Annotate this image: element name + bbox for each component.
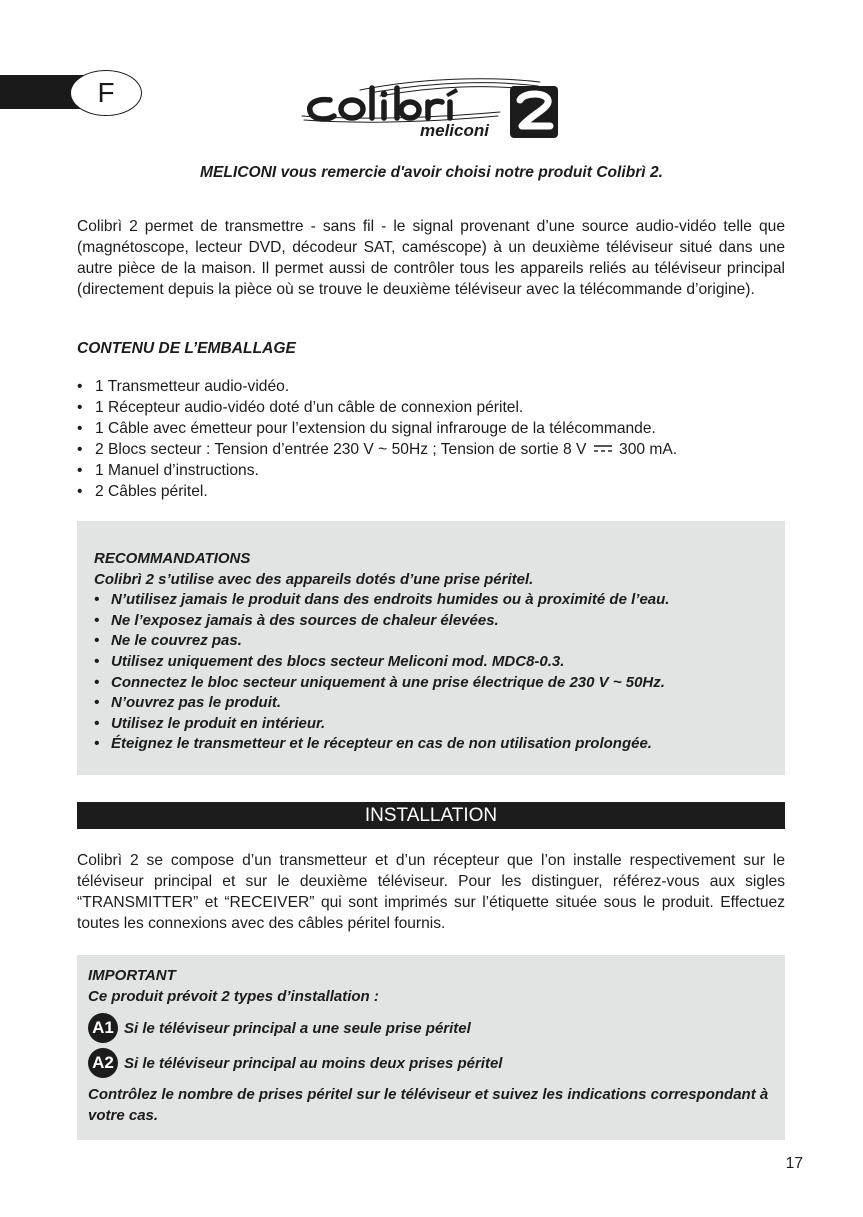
list-item: • 1 Câble avec émetteur pour l’extension du signal infrarouge de la télécommande. [77,418,785,439]
recommendations-box [77,521,785,775]
recommendations-title: RECOMMANDATIONS [94,550,251,567]
option-badge-a2: A2 [88,1048,118,1078]
dc-symbol-icon [593,443,613,453]
language-badge: F [70,70,142,116]
important-box [77,955,785,1140]
package-heading: CONTENU DE L’EMBALLAGE [77,340,296,357]
install-option-a1 [88,1013,471,1043]
list-item: • Utilisez uniquement des blocs secteur Meliconi mod. MDC8-0.3. [94,652,774,673]
list-item: • N’utilisez jamais le produit dans des endroits humides ou à proximité de l’eau. [94,590,774,611]
option-badge-a1: A1 [88,1013,118,1043]
logo-maker-text: meliconi [420,121,489,140]
list-item: • 1 Transmetteur audio-vidéo. [77,376,785,397]
power-supply-text: 2 Blocs secteur : Tension d’entrée 230 V ~ 50Hz ; Tension de sortie 8 V [95,441,587,458]
installation-paragraph: Colibrì 2 se compose d’un transmetteur et d’un récepteur que l’on installe respectivement sur le téléviseur principal et sur le deuxième téléviseur. Pour les distinguer, référez-vous aux sigles “TRANSMITTER” et “RECEIVER” qui sont imprimés sur l’étiquette située sous le produit. Effectuez toutes les connexions avec des câbles péritel fournis. [77,852,785,932]
colibri2-logo-icon [300,76,562,142]
intro-paragraph: Colibrì 2 permet de transmettre - sans fil - le signal provenant d’une source audio-vidéo telle que (magnétoscope, lecteur DVD, décodeur SAT, caméscope) à un deuxième téléviseur situé dans une autre pièce de la maison. Il permet aussi de contrôler tous les appareils reliés au téléviseur principal (directement depuis la pièce où se trouve le deuxième téléviseur avec la télécommande d’origine). [77,218,785,298]
install-option-a2 [88,1048,502,1078]
list-item: • Utilisez le produit en intérieur. [94,714,774,735]
list-item [77,439,785,460]
recommendations-list [94,590,774,755]
list-item: • 1 Manuel d’instructions. [77,460,785,481]
recommendations-subtitle: Colibrì 2 s’utilise avec des appareils dotés d’une prise péritel. [94,570,534,588]
list-item: • Ne le couvrez pas. [94,631,774,652]
important-subtitle: Ce produit prévoit 2 types d’installation : [88,987,379,1005]
list-item: • N’ouvrez pas le produit. [94,693,774,714]
important-title: IMPORTANT [88,967,176,984]
list-item: • 1 Récepteur audio-vidéo doté d’un câble de connexion péritel. [77,397,785,418]
package-list [77,376,785,502]
list-item: • Ne l’exposez jamais à des sources de chaleur élevées. [94,611,774,632]
option-text: Si le téléviseur principal au moins deux prises péritel [124,1054,503,1072]
page-number: 17 [785,1155,803,1172]
option-text: Si le téléviseur principal a une seule prise péritel [124,1019,471,1037]
thanks-message: MELICONI vous remercie d'avoir choisi notre produit Colibrì 2. [200,164,663,181]
list-item: • 2 Câbles péritel. [77,481,785,502]
list-item: • Connectez le bloc secteur uniquement à une prise électrique de 230 V ~ 50Hz. [94,673,774,694]
important-footer: Contrôlez le nombre de prises péritel sur le téléviseur et suivez les indications correspondant à votre cas. [88,1086,769,1124]
power-supply-current: 300 mA. [619,441,678,458]
installation-title-bar: INSTALLATION [77,802,785,829]
list-item: • Éteignez le transmetteur et le récepteur en cas de non utilisation prolongée. [94,734,774,755]
